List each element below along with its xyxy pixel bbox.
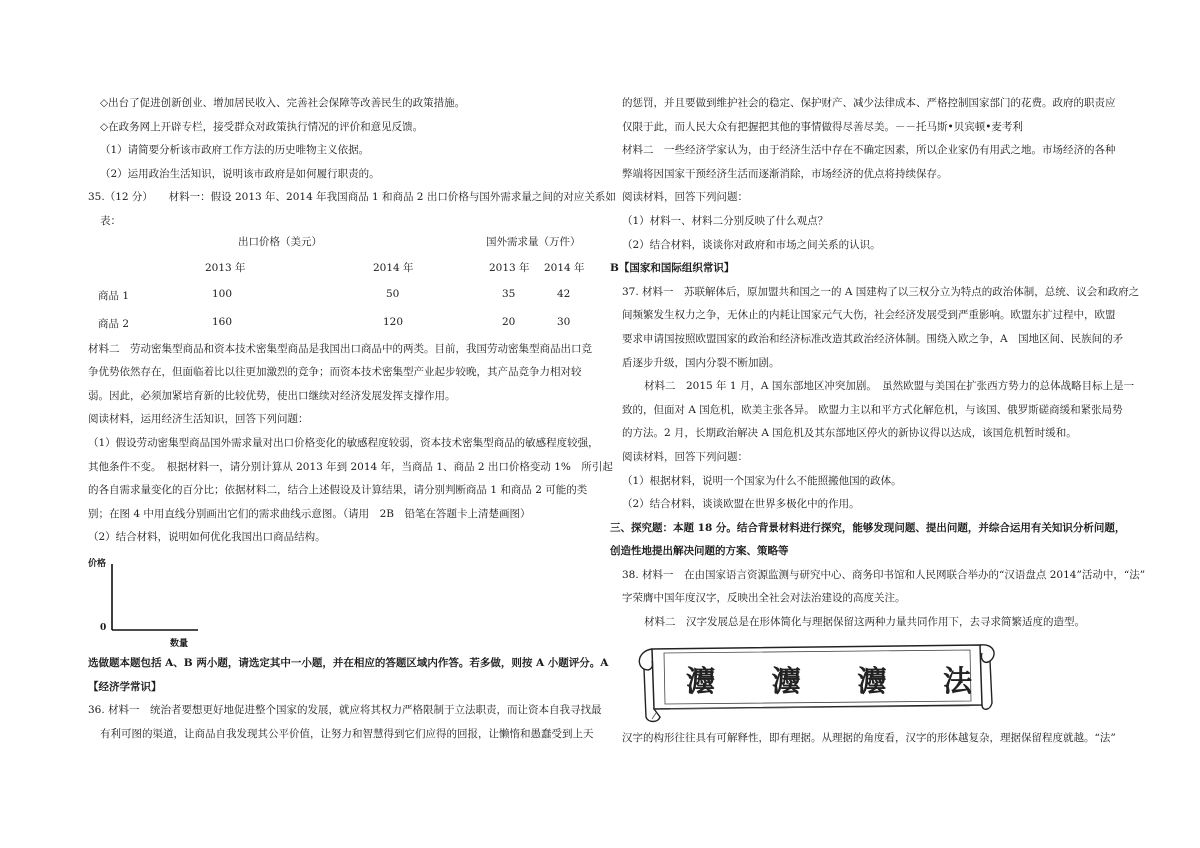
question-1-text: （1）根据材料，说明一个国家为什么不能照搬他国的政体。 (622, 474, 902, 487)
graph-axes (88, 554, 218, 652)
text-line: 的惩罚，并且要做到维护社会的稳定、保护财产、减少法律成本、严格控制国家部门的花费。政府的职责应 (622, 97, 1116, 109)
graph-x-label: 数量 (170, 638, 189, 649)
bronze-script-char: 灋 (771, 663, 801, 698)
table-cell: 20 (502, 315, 516, 328)
text-line: 弱。因此，必须加紧培育新的比较优势，使出口继续对经济发展发挥支撑作用。 (88, 389, 456, 402)
graph-y-label: 价格 (88, 558, 107, 569)
material-2-text: 材料二 汉字发展总是在形体简化与理据保留这两种力量共同作用下，去寻求简繁适度的造型。 (644, 616, 1085, 629)
table-year: 2013 年 (205, 261, 246, 274)
table-cell: 商品 2 (98, 317, 130, 330)
question-37-text: 37. 材料一 苏联解体后，原加盟共和国之一的 A 国建构了以三权分立为特点的政治体制，总统、议会和政府之 (622, 285, 1140, 298)
text-line: 汉字的构形往往具有可解释性，即有理据。从理据的角度看，汉字的形体越复杂，理据保留程度就越。“法” (622, 731, 1116, 744)
question-2-text: （2）结合材料，谈谈欧盟在世界多极化中的作用。 (622, 498, 860, 511)
question-1-text: （1）请简要分析该市政府工作方法的历史唯物主义依据。 (100, 144, 370, 157)
material-2-text: 材料二 2015 年 1 月，A 国东部地区冲突加剧。 虽然欧盟与美国在扩张西方势力的总体战略目标上是一 (644, 380, 1135, 393)
text-line: 弊端将因国家干预经济生活而逐渐消除，市场经济的优点将持续保存。 (622, 167, 948, 180)
question-38-text: 38. 材料一 在由国家语言资源监测与研究中心、商务印书馆和人民网联合举办的“汉语盘点 2014”活动中，“法” (622, 568, 1146, 581)
question-1-text: （1）材料一、材料二分别反映了什么观点？ (622, 214, 829, 227)
text-line: 表： (100, 214, 121, 227)
question-2-text: （2）结合材料，说明如何优化我国出口商品结构。 (88, 531, 326, 544)
small-seal-char: 灋 (857, 663, 887, 698)
regular-script-char: 法 (942, 663, 972, 698)
text-line: ◇出台了促进创新创业、增加居民收入、完善社会保障等改善民生的政策措施。 (100, 97, 466, 109)
table-cell: 商品 1 (98, 289, 130, 302)
demand-curve-graph (88, 554, 588, 652)
table-cell: 100 (212, 287, 233, 300)
text-line: ◇在政务网上开辟专栏，接受群众对政策执行情况的评价和意见反馈。 (100, 120, 424, 133)
table-cell: 30 (557, 315, 571, 328)
table-year: 2013 年 (489, 261, 530, 274)
question-1-text: （1）假设劳动密集型商品国外需求量对出口价格变化的敏感程度较弱，资本技术密集型商品的敏感程度较强， (88, 436, 599, 449)
table-header-demand: 国外需求量（万件） (486, 235, 581, 248)
section-3-heading: 三、探究题：本题 18 分。结合背景材料进行探究，能够发现问题、提出问题，并综合运用有关知识分析问题， (610, 521, 1126, 534)
instruction-text: 阅读材料，运用经济生活知识，回答下列问题： (88, 413, 309, 426)
table-cell: 42 (557, 287, 571, 300)
text-line: 其他条件不变。 根据材料一，请分别计算从 2013 年到 2014 年，当商品 1、商品 2 出口价格变动 1% 所引起 (88, 460, 613, 473)
question-2-text: （2）运用政治生活知识，说明该市政府是如何履行职责的。 (100, 167, 380, 180)
table-cell: 160 (212, 315, 233, 328)
left-column (88, 92, 616, 746)
material-2-text: 材料二 劳动密集型商品和资本技术密集型商品是我国出口商品中的两类。目前，我国劳动密集型商品出口竞 (88, 342, 592, 355)
text-line: 别；在图 4 中用直线分别画出它们的需求曲线示意图。（请用 2B 铅笔在答题卡上清楚画图） (88, 507, 531, 520)
text-line: 有利可图的渠道，让商品自我发现其公平价值，让努力和智慧得到它们应得的回报，让懒惰和愚蠢受到上天 (100, 727, 594, 740)
table-year: 2014 年 (373, 261, 414, 274)
text-line: 仅限于此，而人民大众有把握把其他的事情做得尽善尽美。－－托马斯•贝宾顿•麦考利 (622, 120, 1023, 133)
text-line: 的各自需求量变化的百分比；依据材料二，结合上述假设及计算结果，请分别判断商品 1 和商品 2 可能的类 (88, 484, 588, 497)
price-demand-table (88, 234, 588, 338)
graph-origin-label: 0 (100, 622, 107, 633)
seal-script-char: 灋 (686, 663, 716, 698)
text-line: 字荣膺中国年度汉字，反映出全社会对法治建设的高度关注。 (622, 592, 906, 605)
text-line: 争优势依然存在，但面临着比以往更加激烈的竞争；而资本技术密集型产业起步较晚，其产品竞争力相对较 (88, 366, 582, 379)
scroll-calligraphy-image (630, 639, 1124, 725)
table-cell: 50 (386, 287, 400, 300)
section-b-heading: B【国家和国际组织常识】 (610, 262, 735, 275)
section-a-heading: 【经济学常识】 (88, 680, 162, 693)
table-header-price: 出口价格（美元） (238, 235, 322, 248)
text-line: 的方法。2 月，长期政治解决 A 国危机及其东部地区停火的新协议得以达成，该国危机暂时缓和。 (622, 427, 1077, 440)
question-2-text: （2）结合材料，谈谈你对政府和市场之间关系的认识。 (622, 238, 881, 251)
text-line: 间频繁发生权力之争，无休止的内耗让国家元气大伤，社会经济发展受到严重影响。欧盟东扩过程中，欧盟 (622, 309, 1116, 322)
table-cell: 120 (383, 315, 404, 328)
text-line: 创造性地提出解决问题的方案、策略等 (610, 545, 789, 558)
instruction-text: 阅读材料，回答下列问题： (622, 191, 748, 204)
text-line: 要求申请国按照欧盟国家的政治和经济标准改造其政治经济体制。围绕入欧之争，A 国地区间、民族间的矛 (622, 332, 1124, 345)
table-year: 2014 年 (544, 261, 585, 274)
material-2-text: 材料二 一些经济学家认为，由于经济生活中存在不确定因素，所以企业家仍有用武之地。市场经济的各种 (622, 144, 1116, 157)
question-35-heading: 35.（12 分） 材料一：假设 2013 年、2014 年我国商品 1 和商品 2 出口价格与国外需求量之间的对应关系如 (88, 191, 616, 204)
instruction-text: 阅读材料，回答下列问题： (622, 450, 748, 463)
optional-section-heading: 选做题本题包括 A、B 两小题，请选定其中一小题，并在相应的答题区域内作答。若多做，则按 A 小题评分。A (88, 656, 609, 669)
right-column (610, 92, 1146, 750)
question-36-text: 36. 材料一 统治者要想更好地促进整个国家的发展，就应将其权力严格限制于立法职责，而让资本自我寻找最 (88, 704, 602, 717)
table-cell: 35 (502, 287, 516, 300)
text-line: 盾逐步升级，国内分裂不断加剧。 (622, 356, 780, 369)
calligraphy-characters (686, 659, 972, 700)
text-line: 致的，但面对 A 国危机，欧美主张各异。 欧盟力主以和平方式化解危机，与该国、俄罗斯磋商缓和紧张局势 (622, 403, 1123, 416)
